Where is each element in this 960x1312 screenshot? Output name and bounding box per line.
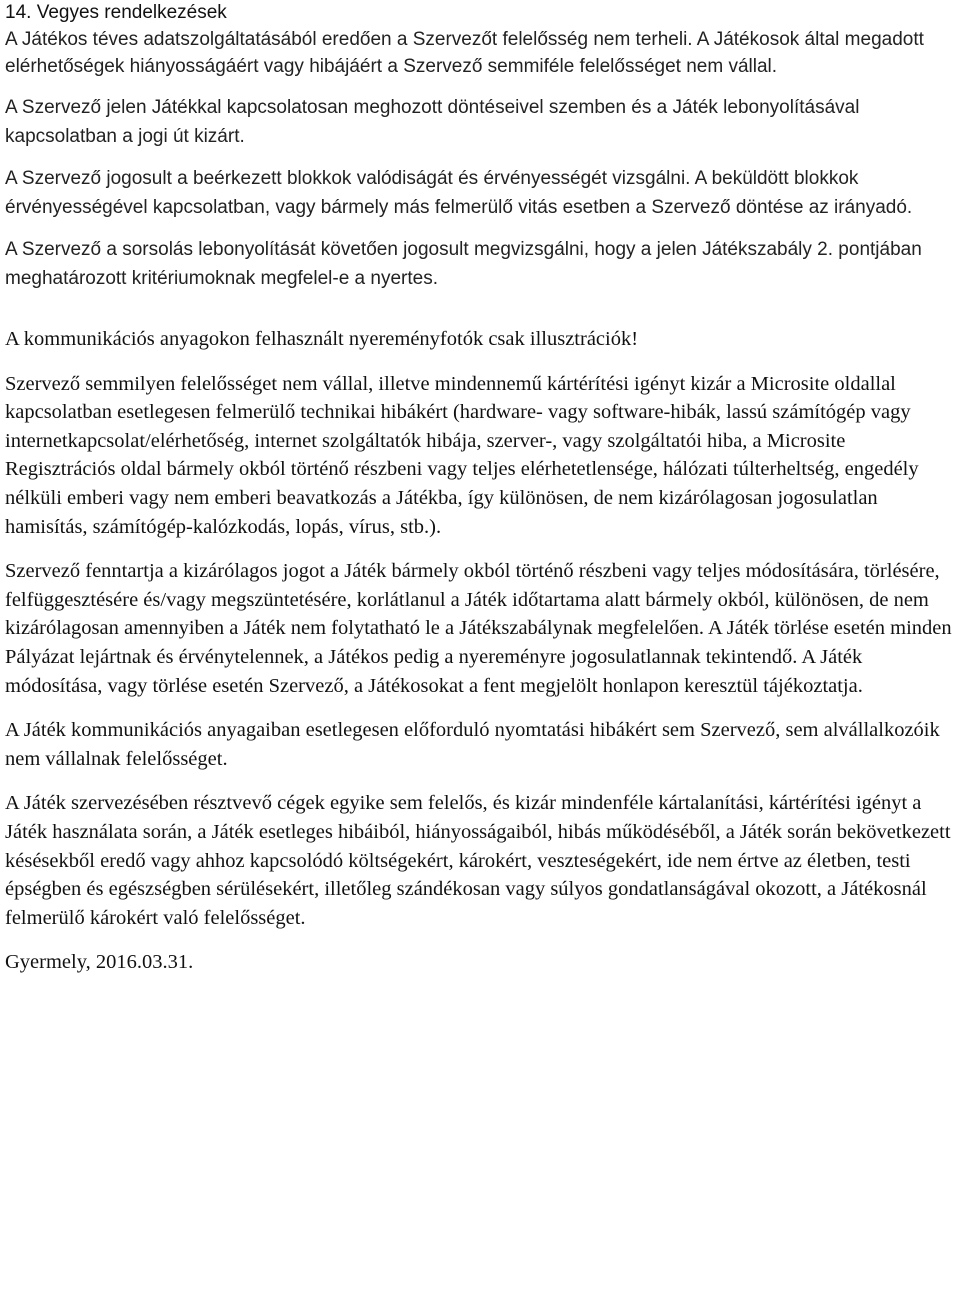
paragraph-receipt-validation: A Szervező jogosult a beérkezett blokkok valódiságát és érvényességét vizsgálni. A beküldött blokkok érvényességével kapcsolatban, vagy bármely más felmerülő vitás esetben a Szervező döntése az irányadó.	[5, 168, 913, 218]
paragraph-game-modification: Szervező fenntartja a kizárólagos jogot a Játék bármely okból történő részbeni vagy teljes módosítására, törlésére, felfüggesztésére és/vagy megszüntetésére, korlátlanul a Játék időtartama alatt bármely okból, különösen, de nem kizárólagosan amennyiben a Játék nem folytatható le a Játékszabálynak megfelelően. A Játék törlése esetén minden Pályázat lejártnak és érvénytelennek, a Játékos pedig a nyereményre jogosulatlannak tekintendő. A Játék módosítása, vagy törlése esetén Szervező, a Játékosokat a fent megjelölt honlapon keresztül tájékoztatja.	[5, 560, 952, 697]
section-intro: A Játékos téves adatszolgáltatásából eredően a Szervezőt felelősség nem terheli. A Játékosok által megadott elérhetőségek hiányosságáért vagy hibájáért a Szervező semmiféle felelősséget nem vállal.	[5, 29, 924, 77]
paragraph-illustration-notice: A kommunikációs anyagokon felhasznált nyereményfotók csak illusztrációk!	[5, 328, 639, 350]
paragraph-company-liability: A Játék szervezésében résztvevő cégek egyike sem felelős, és kizár mindenféle kártalanítási, kártérítési igényt a Játék használata során, a Játék esetleges hibáiból, hiányosságaiból, hibás működéséből, a Játék során bekövetkezett késésekből eredő vagy ahhoz kapcsolódó költségekért, károkért, veszteségekért, ide nem értve az életben, testi épségben és egészségben sérülésekért, illetőleg szándékosan vagy súlyos gondatlanságával okozott, a Játékosnál felmerülő károkért való felelősséget.	[5, 792, 951, 929]
place-date: Gyermely, 2016.03.31.	[5, 951, 194, 974]
document-page	[5, 0, 957, 977]
paragraph-technical-liability: Szervező semmilyen felelősséget nem vállal, illetve mindennemű kártérítési igényt kizár a Microsite oldallal kapcsolatban esetlegesen felmerülő technikai hibákért (hardware- vagy software-hibák, lassú számítógép vagy internetkapcsolat/elérhetőség, internet szolgáltatók hibája, szerver-, vagy szolgáltatói hiba, a Microsite Regisztrációs oldal bármely okból történő részbeni vagy teljes elérhetetlensége, hálózati túlterheltség, engedély nélküli emberi vagy nem emberi beavatkozás a Játékba, így különösen, de nem kizárólagosan jogosulatlan hamisítás, számítógép-kalózkodás, lopás, vírus, stb.).	[5, 372, 919, 538]
paragraph-printing-errors: A Játék kommunikációs anyagaiban esetlegesen előforduló nyomtatási hibákért sem Szervező, sem alvállalkozóik nem vállalnak felelősséget.	[5, 719, 940, 770]
paragraph-winner-verification: A Szervező a sorsolás lebonyolítását követően jogosult megvizsgálni, hogy a jelen Játékszabály 2. pontjában meghatározott kritériumoknak megfelel-e a nyertes.	[5, 239, 922, 289]
section-heading: 14. Vegyes rendelkezések	[5, 2, 227, 23]
paragraph-legal-recourse: A Szervező jelen Játékkal kapcsolatosan meghozott döntéseivel szemben és a Játék lebonyolításával kapcsolatban a jogi út kizárt.	[5, 97, 860, 147]
